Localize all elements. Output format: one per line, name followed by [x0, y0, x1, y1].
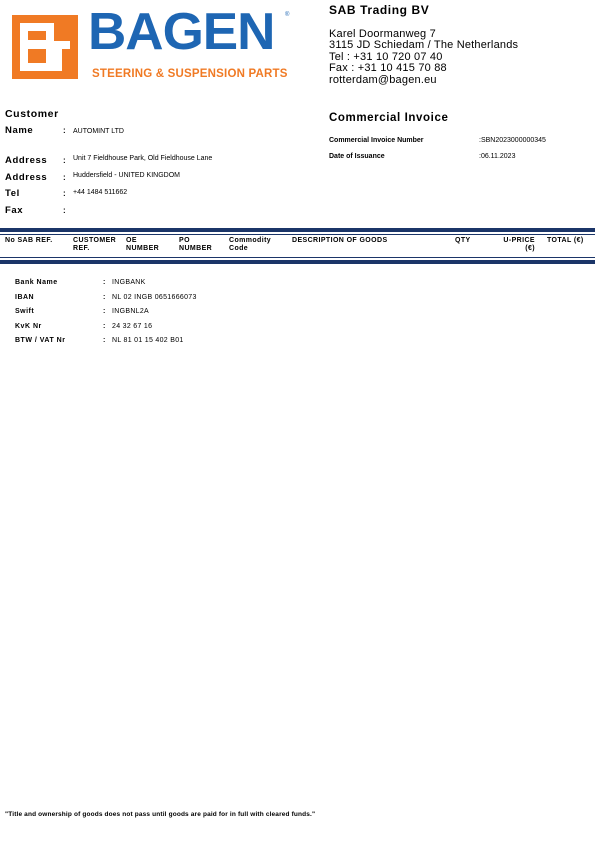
invoice-date-row: [329, 153, 516, 160]
table-header-top-rule: [0, 228, 595, 232]
invoice-date-label: Date of Issuance: [329, 153, 385, 160]
col-header-text: Code: [229, 244, 249, 252]
customer-tel-value: +44 1484 511662: [73, 189, 128, 196]
col-header-total: [547, 237, 584, 245]
bagen-logo-mark-icon: [12, 15, 78, 79]
col-header-sab-ref: [5, 237, 53, 245]
company-phone: Tel : +31 10 720 07 40: [329, 50, 443, 63]
bank-name-value: INGBANK: [112, 279, 146, 286]
col-header-customer-ref: [73, 237, 116, 252]
kvk-value: 24 32 67 16: [112, 323, 153, 330]
customer-address-value: Unit 7 Fieldhouse Park, Old Fieldhouse Lane: [73, 155, 213, 162]
colon: :: [103, 323, 106, 330]
col-header-text: NUMBER: [126, 244, 160, 252]
colon: :: [63, 126, 66, 135]
col-header-text: No SAB REF.: [5, 237, 53, 244]
customer-name-label: Name: [5, 125, 34, 136]
customer-title: Customer: [5, 108, 59, 120]
colon: :: [63, 173, 66, 182]
colon: :: [103, 294, 106, 301]
customer-tel-label: Tel: [5, 188, 20, 199]
colon: :: [103, 337, 106, 344]
colon: :: [63, 156, 66, 165]
vat-value: NL 81 01 15 402 B01: [112, 337, 184, 344]
col-header-po-number: [179, 237, 212, 252]
colon: :: [103, 279, 106, 286]
customer-name-value: AUTOMINT LTD: [73, 128, 124, 135]
ownership-notice: "Title and ownership of goods does not pass until goods are paid for in full with cleared funds.": [5, 811, 316, 818]
col-header-description: [292, 237, 388, 245]
colon: :: [63, 206, 66, 215]
company-info: [329, 5, 518, 86]
invoice-title: Commercial Invoice: [329, 112, 449, 124]
col-header-unit-price: [495, 237, 535, 252]
customer-address-label: Address: [5, 155, 48, 166]
company-address-line: 3115 JD Schiedam / The Netherlands: [329, 39, 519, 51]
invoice-date-value: :06.11.2023: [479, 153, 516, 160]
customer-address2-label: Address: [5, 172, 48, 183]
company-fax: Fax : +31 10 415 70 88: [329, 62, 447, 74]
col-header-text: (€): [525, 244, 535, 252]
invoice-number-row: [329, 137, 546, 144]
company-address-line: Karel Doormanweg 7: [329, 27, 436, 40]
col-header-oe-number: [126, 237, 159, 252]
vat-label: BTW / VAT Nr: [15, 337, 66, 344]
customer-fax-label: Fax: [5, 205, 24, 216]
logo-wordmark: BAGEN: [88, 3, 275, 61]
company-email: rotterdam@bagen.eu: [329, 73, 437, 86]
iban-value: NL 02 INGB 0651666073: [112, 294, 197, 301]
registered-mark: ®: [285, 12, 290, 18]
company-name: SAB Trading BV: [329, 3, 430, 17]
col-header-text: QTY: [455, 237, 471, 244]
col-header-qty: [455, 237, 471, 245]
col-header-text: REF.: [73, 244, 90, 252]
customer-address2-value: Huddersfield - UNITED KINGDOM: [73, 172, 180, 179]
col-header-commodity-code: [229, 237, 271, 252]
invoice-number-value: :SBN2023000000345: [479, 137, 546, 144]
iban-label: IBAN: [15, 294, 35, 301]
col-header-text: DESCRIPTION OF GOODS: [292, 237, 388, 244]
bank-name-label: Bank Name: [15, 279, 58, 286]
col-header-text: Commodity: [229, 237, 272, 244]
logo-tagline: STEERING & SUSPENSION PARTS: [92, 68, 288, 80]
table-header-bottom-rule: [0, 257, 595, 258]
bagen-logo: [8, 3, 290, 80]
swift-label: Swift: [15, 308, 35, 315]
colon: :: [103, 308, 106, 315]
col-header-text: TOTAL (€): [547, 237, 584, 244]
col-header-text: NUMBER: [179, 244, 213, 252]
table-header-bottom-thick-rule: [0, 260, 595, 264]
col-header-text: CUSTOMER: [73, 237, 117, 244]
col-header-text: U-PRICE: [503, 237, 535, 244]
invoice-number-label: Commercial Invoice Number: [329, 137, 424, 144]
col-header-text: PO: [179, 237, 190, 244]
swift-value: INGBNL2A: [112, 308, 150, 315]
colon: :: [63, 189, 66, 198]
table-header-thin-rule: [0, 234, 595, 235]
kvk-label: KvK Nr: [15, 323, 42, 330]
col-header-text: OE: [126, 237, 137, 244]
